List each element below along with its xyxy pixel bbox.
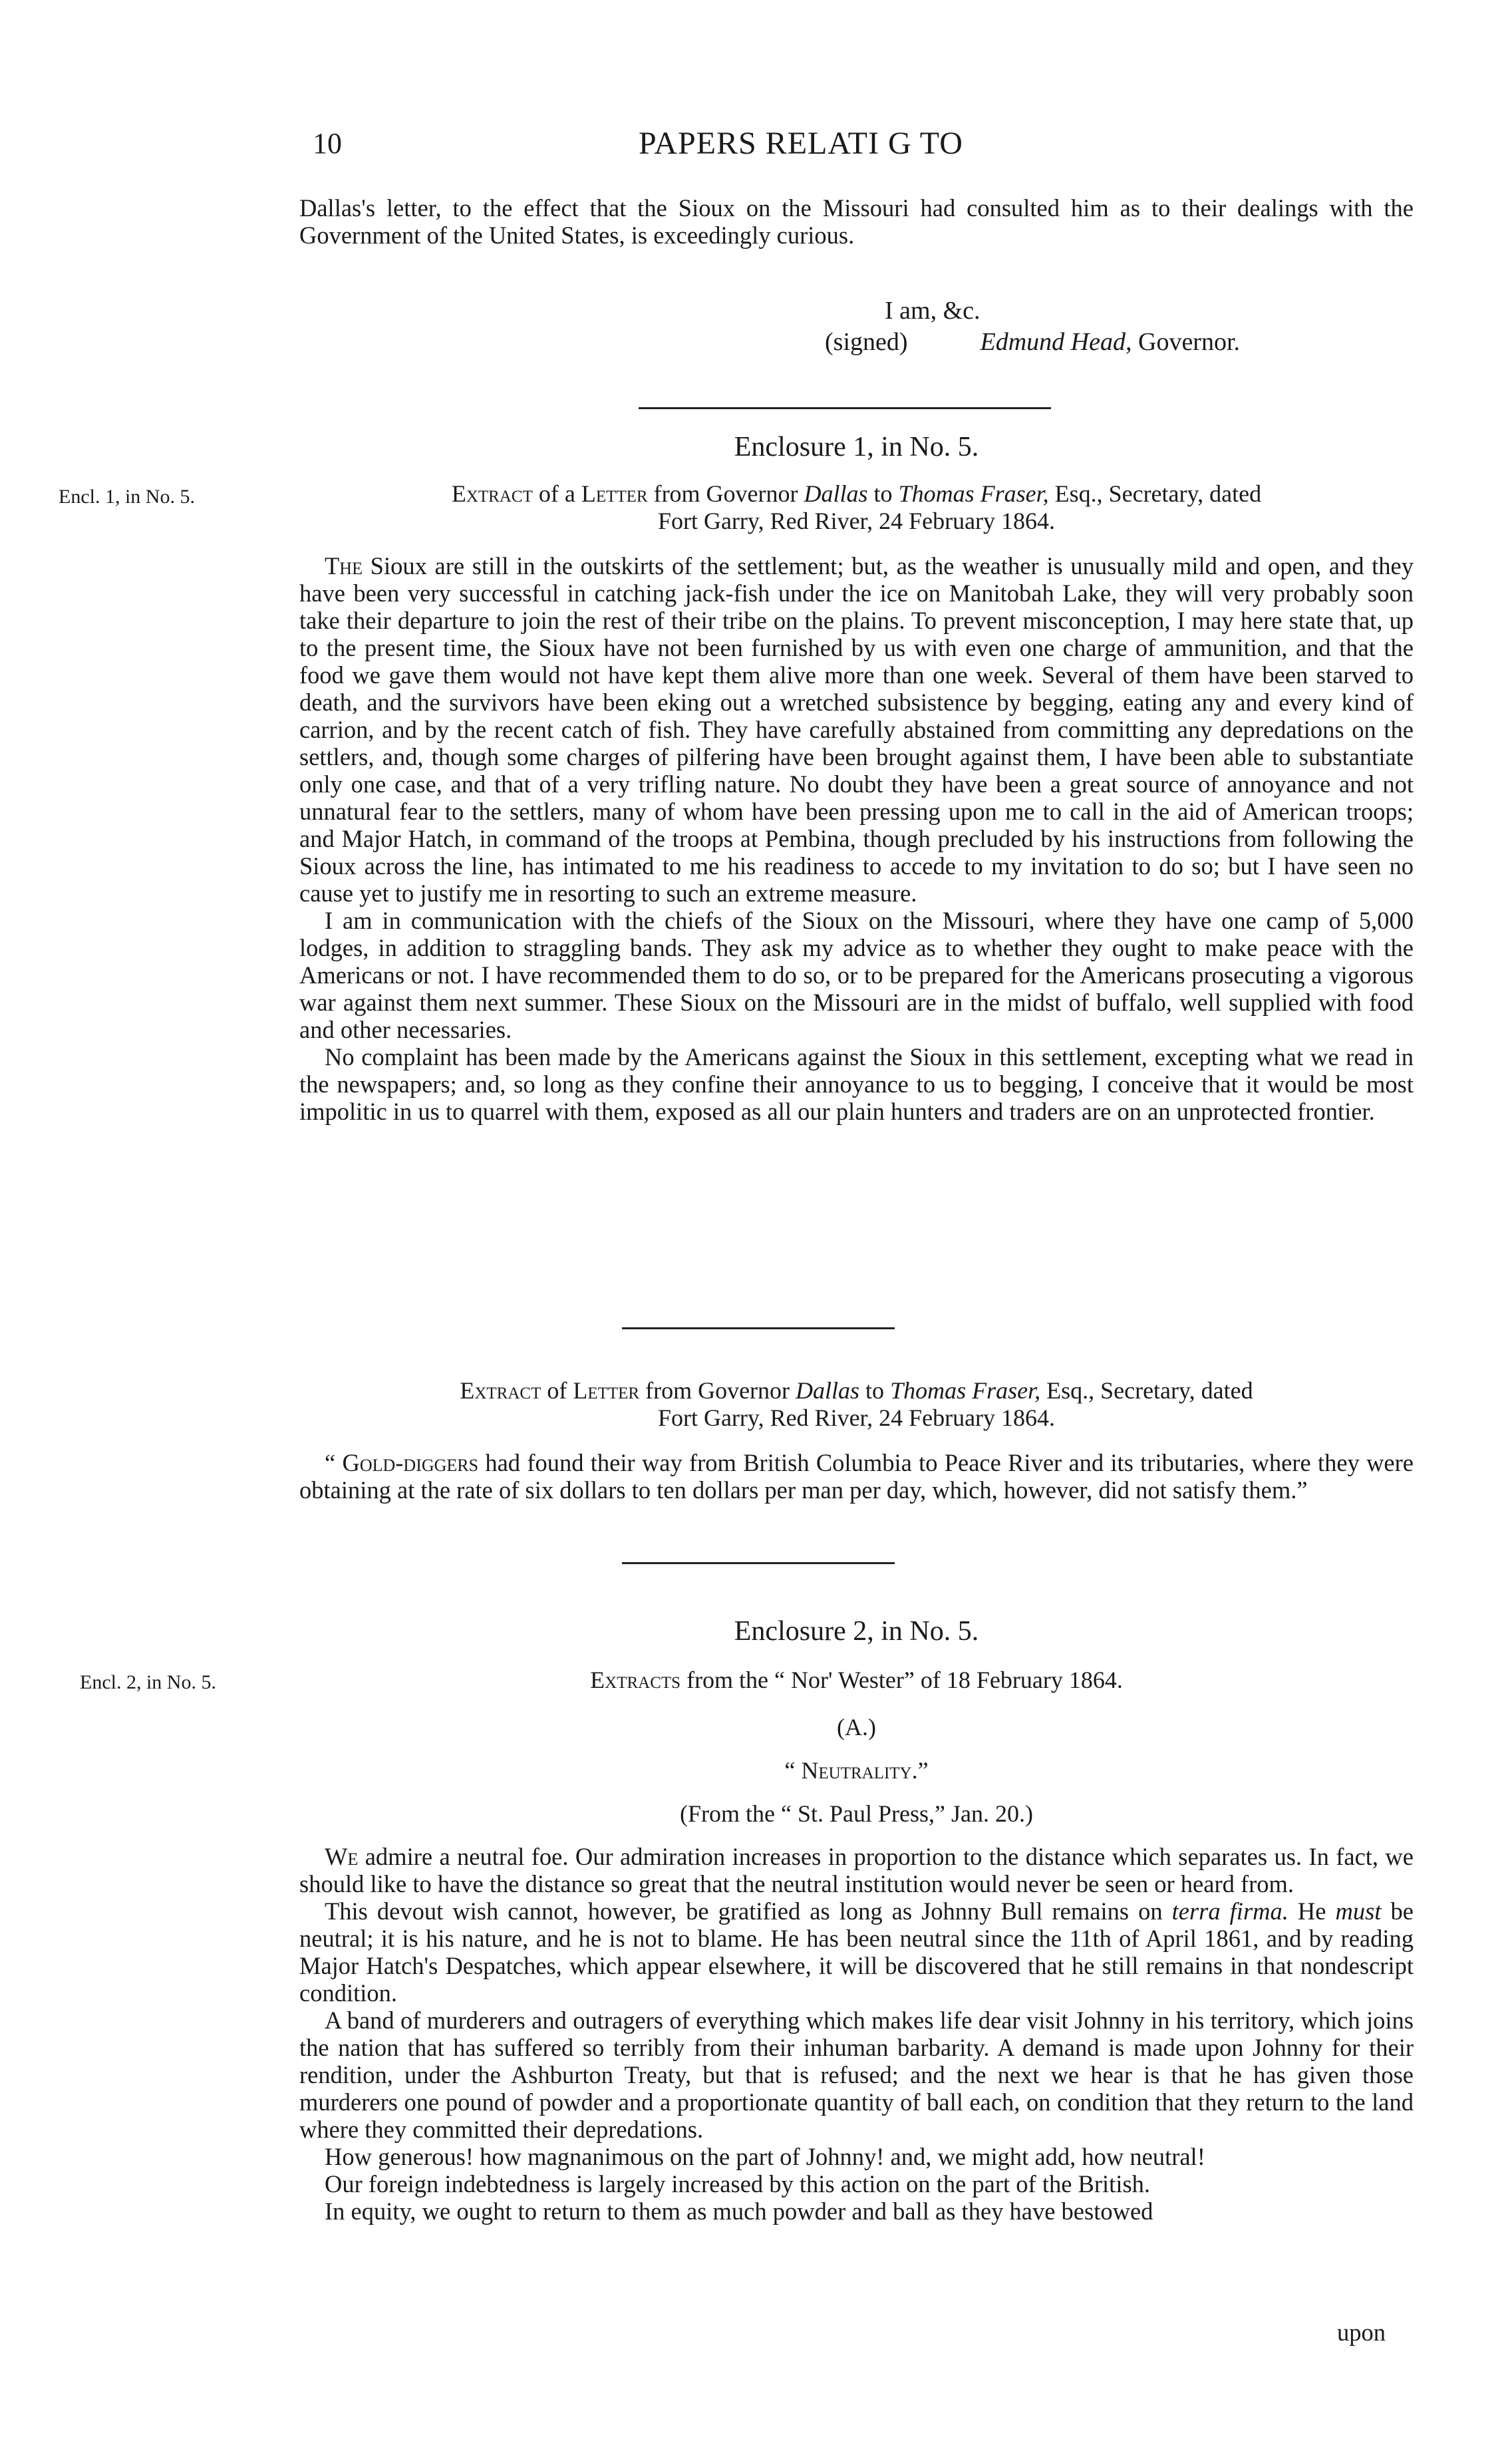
enclosure-1-para-2: I am in communication with the chiefs of the Sioux on the Missouri, where they have one camp of 5,000 lodges, in addition to straggling bands. They ask my advice as to whether they ought to make peace with the Americans or not. I have recommended them to do so, or to be prepared for the Americans prosecuting a vigorous war against them next summer. These Sioux on the Missouri are in the midst of buffalo, well supplied with food and other necessaries. — [299, 907, 1414, 1043]
title-fraser: Thomas Fraser, — [898, 480, 1049, 507]
enclosure-1-margin-note: Encl. 1, in No. 5. — [59, 486, 195, 508]
signed-label: (signed) — [825, 328, 908, 356]
para-lead: We — [325, 1843, 359, 1870]
opening-text: Dallas's letter, to the effect that the Sioux on the Missouri had consulted him as to their dealings with the Government of the United States, is exceedingly curious. — [299, 194, 1414, 249]
para-text-c: be neutral; it is his nature, and he is not to blame. He has been neutral since the 11th of April 1861, and by reading Major Hatch's Despatches, which appear elsewhere, it will be discovered that he still remains in that nondescript condition. — [299, 1897, 1414, 2007]
signer-title: Governor. — [1138, 328, 1241, 356]
para-text: Sioux are still in the outskirts of the settlement; but, as the weather is unusually mild and open, and they have been very successful in catching jack-fish under the ice on Manitobah Lake, they will very probably soon take their departure to join the rest of their tribe on the plains. To prevent misconception, I may here state that, up to the present time, the Sioux have not been furnished by us with even one charge of ammunition, and that the food we gave them would not have kept them alive more than one week. Several of them have been starved to death, and the survivors have been eking out a wretched subsistence by begging, eating any and every kind of carrion, and by the recent catch of fish. They have carefully abstained from committing any depredations on the settlers, and, though some charges of pilfering have been brought against them, I have been able to substantiate only one case, and that of a very trifling nature. No doubt they have been a great source of annoyance and not unnatural fear to the settlers, many of whom have been pressing upon me to call in the aid of American troops; and Major Hatch, in command of the troops at Pembina, though precluded by his instructions from following the Sioux across the line, has intimated to me his readiness to accede to my invitation to do so; but I have seen no cause yet to justify me in resorting to such an extreme measure. — [299, 552, 1414, 907]
extract-label: Extract — [460, 1377, 541, 1404]
title-rest: Esq., Secretary, dated — [1040, 1377, 1253, 1404]
extract-2-title — [299, 1377, 1414, 1432]
section-divider — [622, 1327, 895, 1329]
title-from-governor: from Governor — [647, 480, 804, 507]
enclosure-2-para-3: A band of murderers and outragers of everything which makes life dear visit Johnny in his territory, which joins the nation that has suffered so terribly from their inhuman barbarity. A demand is made upon Johnny for their rendition, under the Ashburton Treaty, but that is refused; and the next we hear is that he has given those murderers one pound of powder and a proportionate quantity of ball each, on condition that they return to the land where they committed their depredations. — [299, 2007, 1414, 2143]
para-text: admire a neutral foe. Our admiration increases in proportion to the distance which separates us. In fact, we should like to have the distance so great that the neutral institution would never be seen or heard from. — [299, 1843, 1414, 1897]
enclosure-2-margin-note: Encl. 2, in No. 5. — [80, 1671, 216, 1693]
enclosure-1-title — [299, 480, 1414, 535]
signer-name: Edmund Head, — [980, 328, 1132, 356]
opening-paragraph — [299, 194, 1414, 249]
title-dallas: Dallas — [804, 480, 868, 507]
title-fraser: Thomas Fraser, — [890, 1377, 1041, 1404]
enclosure-2-para-5: Our foreign indebtedness is largely increased by this action on the part of the British. — [325, 2170, 1151, 2198]
enclosure-1-heading: Enclosure 1, in No. 5. — [734, 432, 979, 462]
title-of-a: of a — [532, 480, 581, 507]
title-of: of — [541, 1377, 573, 1404]
signature-line — [825, 327, 1240, 357]
section-label: (A.) — [837, 1714, 876, 1740]
running-title: PAPERS RELATI G TO — [639, 126, 963, 161]
article-title: “ Neutrality.” — [784, 1757, 929, 1784]
enclosure-2-para-6: In equity, we ought to return to them as much powder and ball as they have bestowed — [325, 2198, 1153, 2225]
para-text-b: He — [1288, 1897, 1336, 1925]
section-divider — [639, 407, 1051, 409]
enclosure-2-para-1 — [299, 1843, 1414, 1897]
enclosure-1-para-3: No complaint has been made by the Americans against the Sioux in this settlement, excepting what we read in the newspapers; and, so long as they confine their annoyance to us to begging, I conceive that it would be most impolitic in us to quarrel with them, exposed as all our plain hunters and traders are on an unprotected frontier. — [299, 1043, 1414, 1125]
page-number: 10 — [313, 127, 342, 160]
closing-salutation: I am, &c. — [885, 297, 981, 325]
extracts-label: Extracts — [590, 1667, 681, 1693]
para-must: must — [1335, 1897, 1382, 1925]
letter-label: Letter — [581, 480, 648, 507]
para-text-a: This devout wish cannot, however, be gratified as long as Johnny Bull remains on — [325, 1897, 1172, 1925]
enclosure-1-body — [299, 552, 1414, 1125]
article-source: (From the “ St. Paul Press,” Jan. 20.) — [680, 1800, 1033, 1827]
title-rest: Esq., Secretary, dated — [1048, 480, 1262, 507]
enclosure-2-para-2 — [299, 1897, 1414, 2007]
quote-text: had found their way from British Columbia to Peace River and its tributaries, where they were obtaining at the rate of six dollars to ten dollars per man per day, which, however, did not satisfy them.” — [299, 1449, 1414, 1504]
title-to: to — [867, 480, 899, 507]
title-date-line: Fort Garry, Red River, 24 February 1864. — [657, 1404, 1056, 1431]
extracts-rest: from the “ Nor' Wester” of 18 February 1864. — [680, 1667, 1123, 1693]
enclosure-2-body — [299, 1843, 1414, 2225]
title-from-governor: from Governor — [639, 1377, 796, 1404]
enclosure-2-title — [299, 1666, 1414, 1694]
catchword: upon — [1337, 2319, 1386, 2346]
enclosure-1-para-1 — [299, 552, 1414, 907]
para-terra-firma: terra firma. — [1171, 1897, 1288, 1925]
quote-lead: “ Gold-diggers — [325, 1449, 479, 1476]
title-date-line: Fort Garry, Red River, 24 February 1864. — [657, 508, 1056, 534]
extract-label: Extract — [451, 480, 533, 507]
enclosure-2-heading: Enclosure 2, in No. 5. — [734, 1616, 979, 1647]
title-dallas: Dallas — [796, 1377, 860, 1404]
extract-2-body — [299, 1449, 1414, 1504]
section-divider — [622, 1562, 895, 1564]
extract-2-quote — [299, 1449, 1414, 1504]
enclosure-2-para-4: How generous! how magnanimous on the part of Johnny! and, we might add, how neutral! — [325, 2143, 1205, 2170]
letter-label: Letter — [573, 1377, 640, 1404]
para-lead: The — [325, 552, 363, 579]
title-to: to — [859, 1377, 891, 1404]
